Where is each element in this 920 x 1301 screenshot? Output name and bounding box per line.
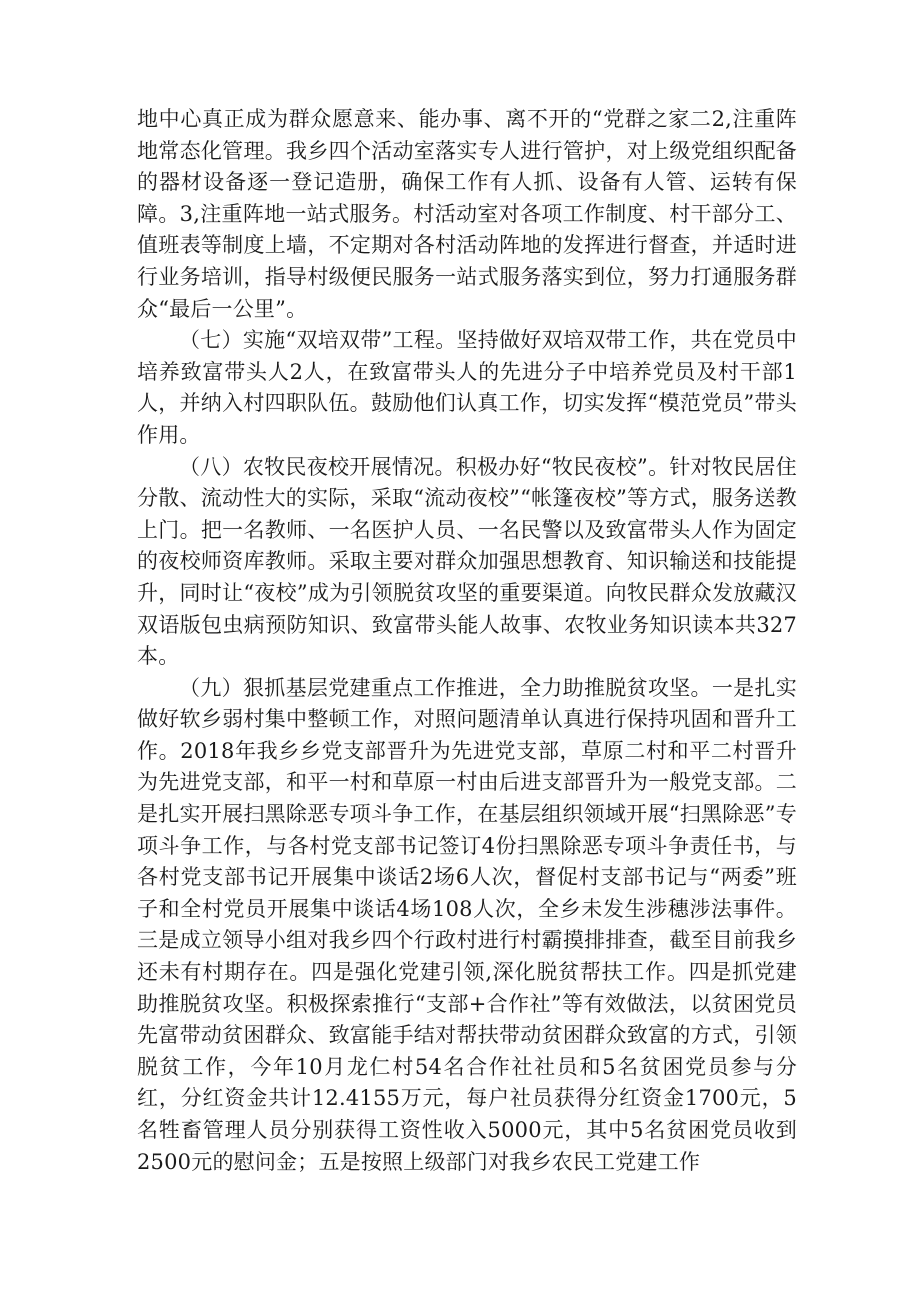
paragraph-continued: 地中心真正成为群众愿意来、能办事、离不开的“党群之家二2,注重阵地常态化管理。我乡四个活动室落实专人进行管护，对上级党组织配备的器材设备逐一登记造册，确保工作有人抓、设备有人管、运转有保障。3,注重阵地一站式服务。村活动室对各项工作制度、村干部分工、值班表等制度上墙，不定期对各村活动阵地的发挥进行督查，并适时进行业务培训，指导村级便民服务一站式服务落实到位，努力打通服务群众“最后一公里”。	[137, 107, 797, 321]
paragraph-section-8: （八）农牧民夜校开展情况。积极办好“牧民夜校”。针对牧民居住分散、流动性大的实际，采取“流动夜校”“帐篷夜校”等方式，服务送教上门。把一名教师、一名医护人员、一名民警以及致富带头人作为固定的夜校师资库教师。采取主要对群众加强思想教育、知识输送和技能提升，同时让“夜校”成为引领脱贫攻坚的重要渠道。向牧民群众发放藏汉双语版包虫病预防知识、致富带头能人故事、农牧业务知识读本共327本。	[137, 454, 797, 669]
paragraph-section-9: （九）狠抓基层党建重点工作推进，全力助推脱贫攻坚。一是扎实做好软乡弱村集中整顿工作，对照问题清单认真进行保持巩固和晋升工作。2018年我乡乡党支部晋升为先进党支部，草原二村和平二村晋升为先进党支部，和平一村和草原一村由后进支部晋升为一般党支部。二是扎实开展扫黑除恶专项斗争工作，在基层组织领域开展“扫黑除恶”专项斗争工作，与各村党支部书记签订4份扫黑除恶专项斗争责任书，与各村党支部书记开展集中谈话2场6人次，督促村支部书记与“两委”班子和全村党员开展集中谈话4场108人次，全乡未发生涉穗涉法事件。三是成立领导小组对我乡四个行政村进行村霸摸排排查，截至目前我乡还未有村期存在。四是强化党建引领,深化脱贫帮扶工作。四是抓党建助推脱贫攻坚。积极探索推行“支部+合作社”等有效做法，以贫困党员先富带动贫困群众、致富能手结对帮扶带动贫困群众致富的方式，引领脱贫工作，今年10月龙仁村54名合作社社员和5名贫困党员参与分红，分红资金共计12.4155万元，每户社员获得分红资金1700元，5名牲畜管理人员分别获得工资性收入5000元，其中5名贫困党员收到2500元的慰问金；五是按照上级部门对我乡农民工党建工作	[137, 675, 797, 1174]
paragraph-section-7: （七）实施“双培双带”工程。坚持做好双培双带工作，共在党员中培养致富带头人2人，在致富带头人的先进分子中培养党员及村干部1人，并纳入村四职队伍。鼓励他们认真工作，切实发挥“模范党员”带头作用。	[137, 328, 797, 447]
document-body	[137, 104, 797, 1178]
